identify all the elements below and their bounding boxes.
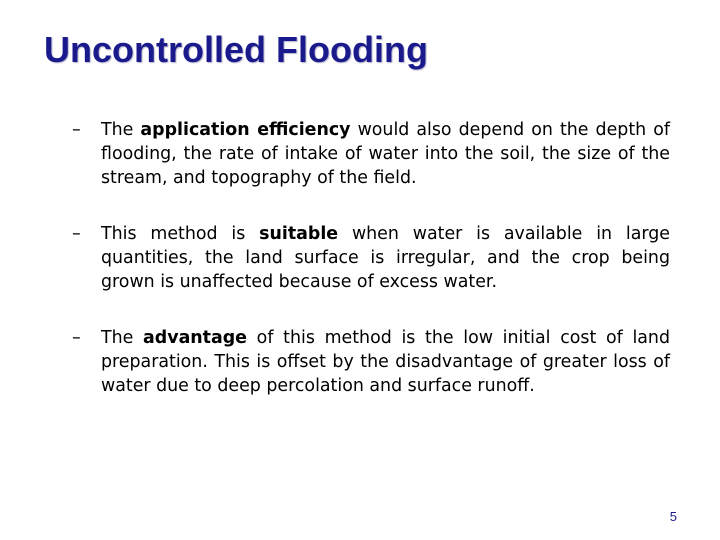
bullet-text-post: when water is available in large quantities, the land surface is irregular, and the crop being grown is unaffected because of excess water. <box>101 224 670 292</box>
bullet-list <box>72 118 670 398</box>
slide-title: Uncontrolled Flooding <box>44 29 428 70</box>
bullet-dash: – <box>72 328 81 348</box>
bullet-dash: – <box>72 120 81 140</box>
bullet-emphasis: application efficiency <box>140 120 351 140</box>
bullet-emphasis: advantage <box>143 328 247 348</box>
bullet-text-pre: This method is <box>101 224 260 244</box>
bullet-text-post: of this method is the low initial cost of land preparation. This is offset by the disadvantage of greater loss of water due to deep percolation and surface runoff. <box>101 328 670 396</box>
bullet-text-pre: The <box>101 328 144 348</box>
bullet-emphasis: suitable <box>259 224 339 244</box>
bullet-text-pre: The <box>101 120 141 140</box>
bullet-advantage <box>72 326 670 398</box>
page-number: 5 <box>669 509 677 524</box>
bullet-dash: – <box>72 224 81 244</box>
bullet-application-efficiency <box>72 118 670 190</box>
bullet-suitable <box>72 222 670 294</box>
bullet-text-post: would also depend on the depth of flooding, the rate of intake of water into the soil, the size of the stream, and topography of the field. <box>101 120 671 188</box>
